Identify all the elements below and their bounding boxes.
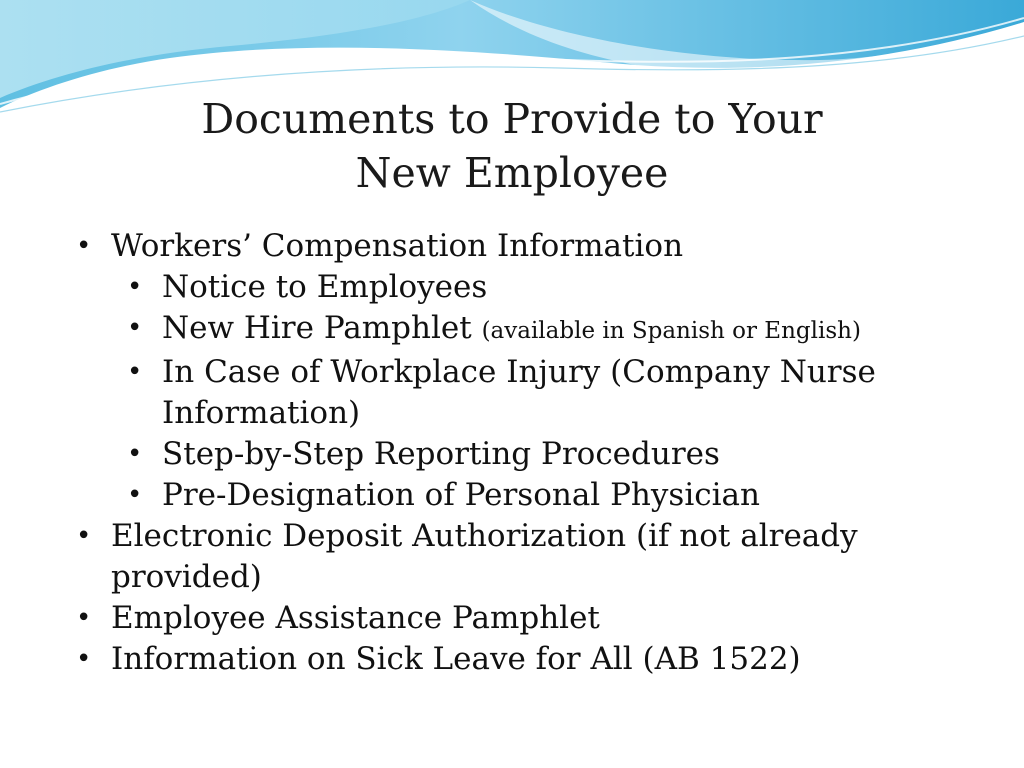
bullet-icon: •	[76, 644, 92, 674]
list-item-text: Employee Assistance Pamphlet	[111, 600, 600, 636]
slide-title	[0, 92, 1024, 200]
list-item	[127, 475, 976, 516]
bullet-icon: •	[127, 313, 143, 343]
list-item-text: Information on Sick Leave for All (AB 1522)	[111, 641, 801, 677]
list-item	[76, 598, 976, 639]
bullet-list	[76, 226, 976, 680]
list-item	[76, 226, 976, 267]
list-item-text: Electronic Deposit Authorization (if not already provided)	[111, 518, 858, 595]
list-item	[127, 308, 976, 352]
list-item	[76, 516, 976, 598]
bullet-icon: •	[127, 480, 143, 510]
list-item-text: New Hire Pamphlet	[162, 310, 472, 346]
list-item-text: In Case of Workplace Injury (Company Nurse Information)	[162, 354, 876, 431]
title-line-1: Documents to Provide to Your	[201, 95, 823, 143]
bullet-icon: •	[127, 272, 143, 302]
bullet-icon: •	[127, 357, 143, 387]
list-item-text: Step-by-Step Reporting Procedures	[162, 436, 720, 472]
list-item-text: Pre-Designation of Personal Physician	[162, 477, 760, 513]
list-item	[76, 639, 976, 680]
list-item	[127, 434, 976, 475]
bullet-icon: •	[127, 439, 143, 469]
bullet-icon: •	[76, 231, 92, 261]
list-item-text: Notice to Employees	[162, 269, 488, 305]
bullet-icon: •	[76, 521, 92, 551]
list-item-note: (available in Spanish or English)	[481, 318, 861, 344]
bullet-icon: •	[76, 603, 92, 633]
title-line-2: New Employee	[355, 149, 669, 197]
list-item	[127, 352, 976, 434]
list-item-text: Workers’ Compensation Information	[111, 228, 684, 264]
list-item	[127, 267, 976, 308]
